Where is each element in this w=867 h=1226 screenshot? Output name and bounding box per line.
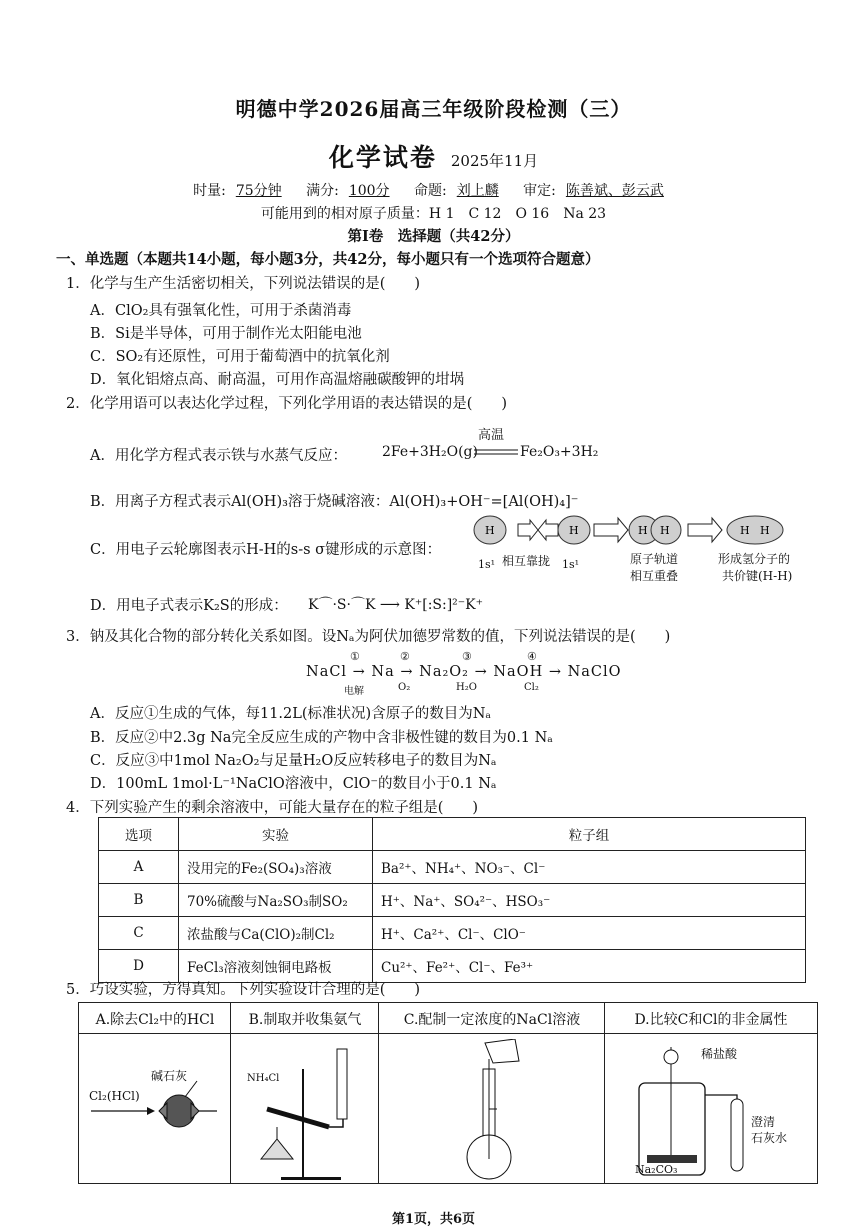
q1-option-b: B．Si是半导体，可用于制作光太阳能电池 bbox=[90, 326, 362, 342]
q2-d-formula: K⌒·S·⌒K ⟶ K⁺[:S:]²⁻K⁺ bbox=[308, 597, 484, 613]
q1-stem: 1．化学与生产生活密切相关，下列说法错误的是( ) bbox=[66, 276, 421, 292]
q4-table-header bbox=[99, 818, 806, 851]
time-value: 75分钟 bbox=[235, 183, 282, 199]
author-label: 命题: bbox=[414, 183, 447, 199]
equals-arrow-icon bbox=[474, 448, 518, 458]
svg-text:H: H bbox=[569, 524, 579, 537]
q5-header-c: C.配制一定浓度的NaCl溶液 bbox=[403, 1012, 581, 1028]
q3-step3-cond: H₂O bbox=[456, 682, 477, 693]
exam-meta bbox=[0, 180, 867, 200]
c-label-approach: 相互靠拢 bbox=[502, 554, 551, 568]
q4-cell: Cu²⁺、Fe²⁺、Cl⁻、Fe³⁺ bbox=[373, 950, 806, 983]
q2-eq-left: 2Fe+3H₂O(g) bbox=[382, 444, 478, 460]
q4-cell: 浓盐酸与Ca(ClO)₂制Cl₂ bbox=[179, 917, 373, 950]
q4-stem: 4．下列实验产生的剩余溶液中，可能大量存在的粒子组是( ) bbox=[66, 800, 479, 816]
arrow-right-icon bbox=[688, 518, 722, 542]
q4-cell: H⁺、Ca²⁺、Cl⁻、ClO⁻ bbox=[373, 917, 806, 950]
exam-date: 2025年11月 bbox=[450, 152, 539, 170]
author-value: 刘上麟 bbox=[456, 183, 499, 199]
c-label-form: 形成氢分子的 bbox=[718, 552, 791, 566]
c-label-1s-left: 1s¹ bbox=[478, 558, 496, 571]
q3-step2: ② bbox=[400, 650, 410, 663]
c-label-overlap: 相互重叠 bbox=[630, 569, 679, 583]
q1-option-a: A．ClO₂具有强氧化性，可用于杀菌消毒 bbox=[90, 303, 352, 319]
q5-header-d: D.比较C和Cl的非金属性 bbox=[634, 1012, 788, 1028]
table-row bbox=[99, 917, 806, 950]
school-title: 明德中学2026届高三年级阶段检测（三） bbox=[235, 97, 632, 121]
time-label: 时量: bbox=[193, 183, 226, 199]
subject-title: 化学试卷 bbox=[328, 143, 437, 172]
part-title: 第Ⅰ卷 选择题（共42分） bbox=[347, 228, 520, 245]
arrow-right-icon bbox=[518, 520, 538, 540]
q5-a-label-gas: Cl₂(HCl) bbox=[89, 1089, 140, 1103]
q3-step4: ④ bbox=[527, 650, 537, 663]
arrow-right-icon bbox=[594, 518, 628, 542]
q1-option-c: C．SO₂有还原性，可用于葡萄酒中的抗氧化剂 bbox=[90, 349, 390, 365]
q5-apparatus-table bbox=[78, 1002, 818, 1184]
q4-cell: FeCl₃溶液刻蚀铜电路板 bbox=[179, 950, 373, 983]
q5-a-label-lime: 碱石灰 bbox=[151, 1069, 188, 1083]
q5-header-b: B.制取并收集氨气 bbox=[248, 1012, 362, 1028]
q3-step3: ③ bbox=[462, 650, 472, 663]
q4-cell: D bbox=[99, 950, 179, 983]
q3-option-a: A．反应①生成的气体，每11.2L(标准状况)含原子的数目为Nₐ bbox=[90, 706, 491, 722]
q3-option-c: C．反应③中1mol Na₂O₂与足量H₂O反应转移电子的数目为Nₐ bbox=[90, 753, 497, 769]
atomic-masses: 可能用到的相对原子质量：H 1 C 12 O 16 Na 23 bbox=[260, 206, 607, 222]
svg-text:H: H bbox=[740, 524, 750, 537]
page-number: 第1页，共6页 bbox=[391, 1212, 476, 1226]
q4-cell: Ba²⁺、NH₄⁺、NO₃⁻、Cl⁻ bbox=[373, 851, 806, 884]
c-label-1s-right: 1s¹ bbox=[562, 558, 580, 571]
c-label-orbital: 原子轨道 bbox=[630, 552, 679, 566]
score-label: 满分: bbox=[306, 183, 339, 199]
section-title: 一、单选题（本题共14小题，每小题3分，共42分，每小题只有一个选项符合题意） bbox=[56, 251, 600, 268]
volumetric-flask-icon bbox=[439, 1039, 549, 1181]
q2-option-b: B．用离子方程式表示Al(OH)₃溶于烧碱溶液：Al(OH)₃+OH⁻=[Al(OH)₄]⁻ bbox=[90, 494, 579, 510]
table-row bbox=[99, 884, 806, 917]
q3-option-b: B．反应②中2.3g Na完全反应生成的产物中含非极性键的数目为0.1 Nₐ bbox=[90, 730, 553, 746]
exam-title bbox=[0, 138, 867, 174]
q3-step4-cond: Cl₂ bbox=[524, 682, 539, 693]
svg-text:H: H bbox=[485, 524, 495, 537]
q2-eq-condition: 高温 bbox=[478, 428, 505, 443]
review-value: 陈善斌、彭云武 bbox=[565, 183, 664, 199]
q4-cell: C bbox=[99, 917, 179, 950]
svg-text:H: H bbox=[760, 524, 770, 537]
q4-cell: B bbox=[99, 884, 179, 917]
review-label: 审定: bbox=[523, 183, 556, 199]
arrow-left-icon bbox=[538, 520, 558, 540]
q5-header-a: A.除去Cl₂中的HCl bbox=[95, 1012, 215, 1028]
q1-option-d: D．氧化铝熔点高、耐高温，可用作高温熔融碳酸钾的坩埚 bbox=[90, 372, 465, 388]
q4-cell: 70%硫酸与Na₂SO₃制SO₂ bbox=[179, 884, 373, 917]
q3-scheme: NaCl → Na → Na₂O₂ → NaOH → NaClO bbox=[306, 664, 622, 680]
q2-option-a: A．用化学方程式表示铁与水蒸气反应： bbox=[90, 448, 347, 464]
q4-cell: H⁺、Na⁺、SO₄²⁻、HSO₃⁻ bbox=[373, 884, 806, 917]
q5-b-label-nh4cl: NH₄Cl bbox=[247, 1073, 280, 1084]
q4-header-experiment: 实验 bbox=[179, 818, 373, 851]
q5-d-label-clear: 澄清 bbox=[751, 1115, 776, 1129]
q5-d-label-limewater: 石灰水 bbox=[751, 1131, 788, 1145]
q4-header-option: 选项 bbox=[99, 818, 179, 851]
q2-eq-right: Fe₂O₃+3H₂ bbox=[520, 444, 599, 460]
q5-stem: 5．巧设实验，方得真知。下列实验设计合理的是( ) bbox=[66, 982, 421, 998]
q3-step1: ① bbox=[350, 650, 360, 663]
svg-text:H: H bbox=[638, 524, 648, 537]
q4-header-particles: 粒子组 bbox=[373, 818, 806, 851]
q5-d-label-acid: 稀盐酸 bbox=[701, 1047, 738, 1061]
q3-stem: 3．钠及其化合物的部分转化关系如图。设Nₐ为阿伏加德罗常数的值，下列说法错误的是( ) bbox=[66, 629, 671, 645]
q5-d-label-na2co3: Na₂CO₃ bbox=[635, 1163, 678, 1176]
q3-step1-cond: 电解 bbox=[344, 686, 364, 697]
h2-molecule-icon bbox=[727, 516, 783, 544]
q3-option-d: D．100mL 1mol·L⁻¹NaClO溶液中，ClO⁻的数目小于0.1 Nₐ bbox=[90, 776, 497, 792]
q2-option-d: D．用电子式表示K₂S的形成： bbox=[90, 598, 288, 614]
q4-cell: 没用完的Fe₂(SO₄)₃溶液 bbox=[179, 851, 373, 884]
q4-table bbox=[98, 817, 806, 983]
svg-text:H: H bbox=[660, 524, 670, 537]
score-value: 100分 bbox=[348, 183, 390, 199]
q3-step2-cond: O₂ bbox=[398, 682, 411, 693]
q2-option-c: C．用电子云轮廓图表示H-H的s-s σ键形成的示意图： bbox=[90, 542, 442, 558]
table-row bbox=[99, 851, 806, 884]
q2-stem: 2．化学用语可以表达化学过程，下列化学用语的表达错误的是( ) bbox=[66, 396, 508, 412]
c-label-bond: 共价键(H-H) bbox=[722, 569, 793, 583]
q4-cell: A bbox=[99, 851, 179, 884]
ammonia-apparatus-icon bbox=[237, 1039, 377, 1181]
